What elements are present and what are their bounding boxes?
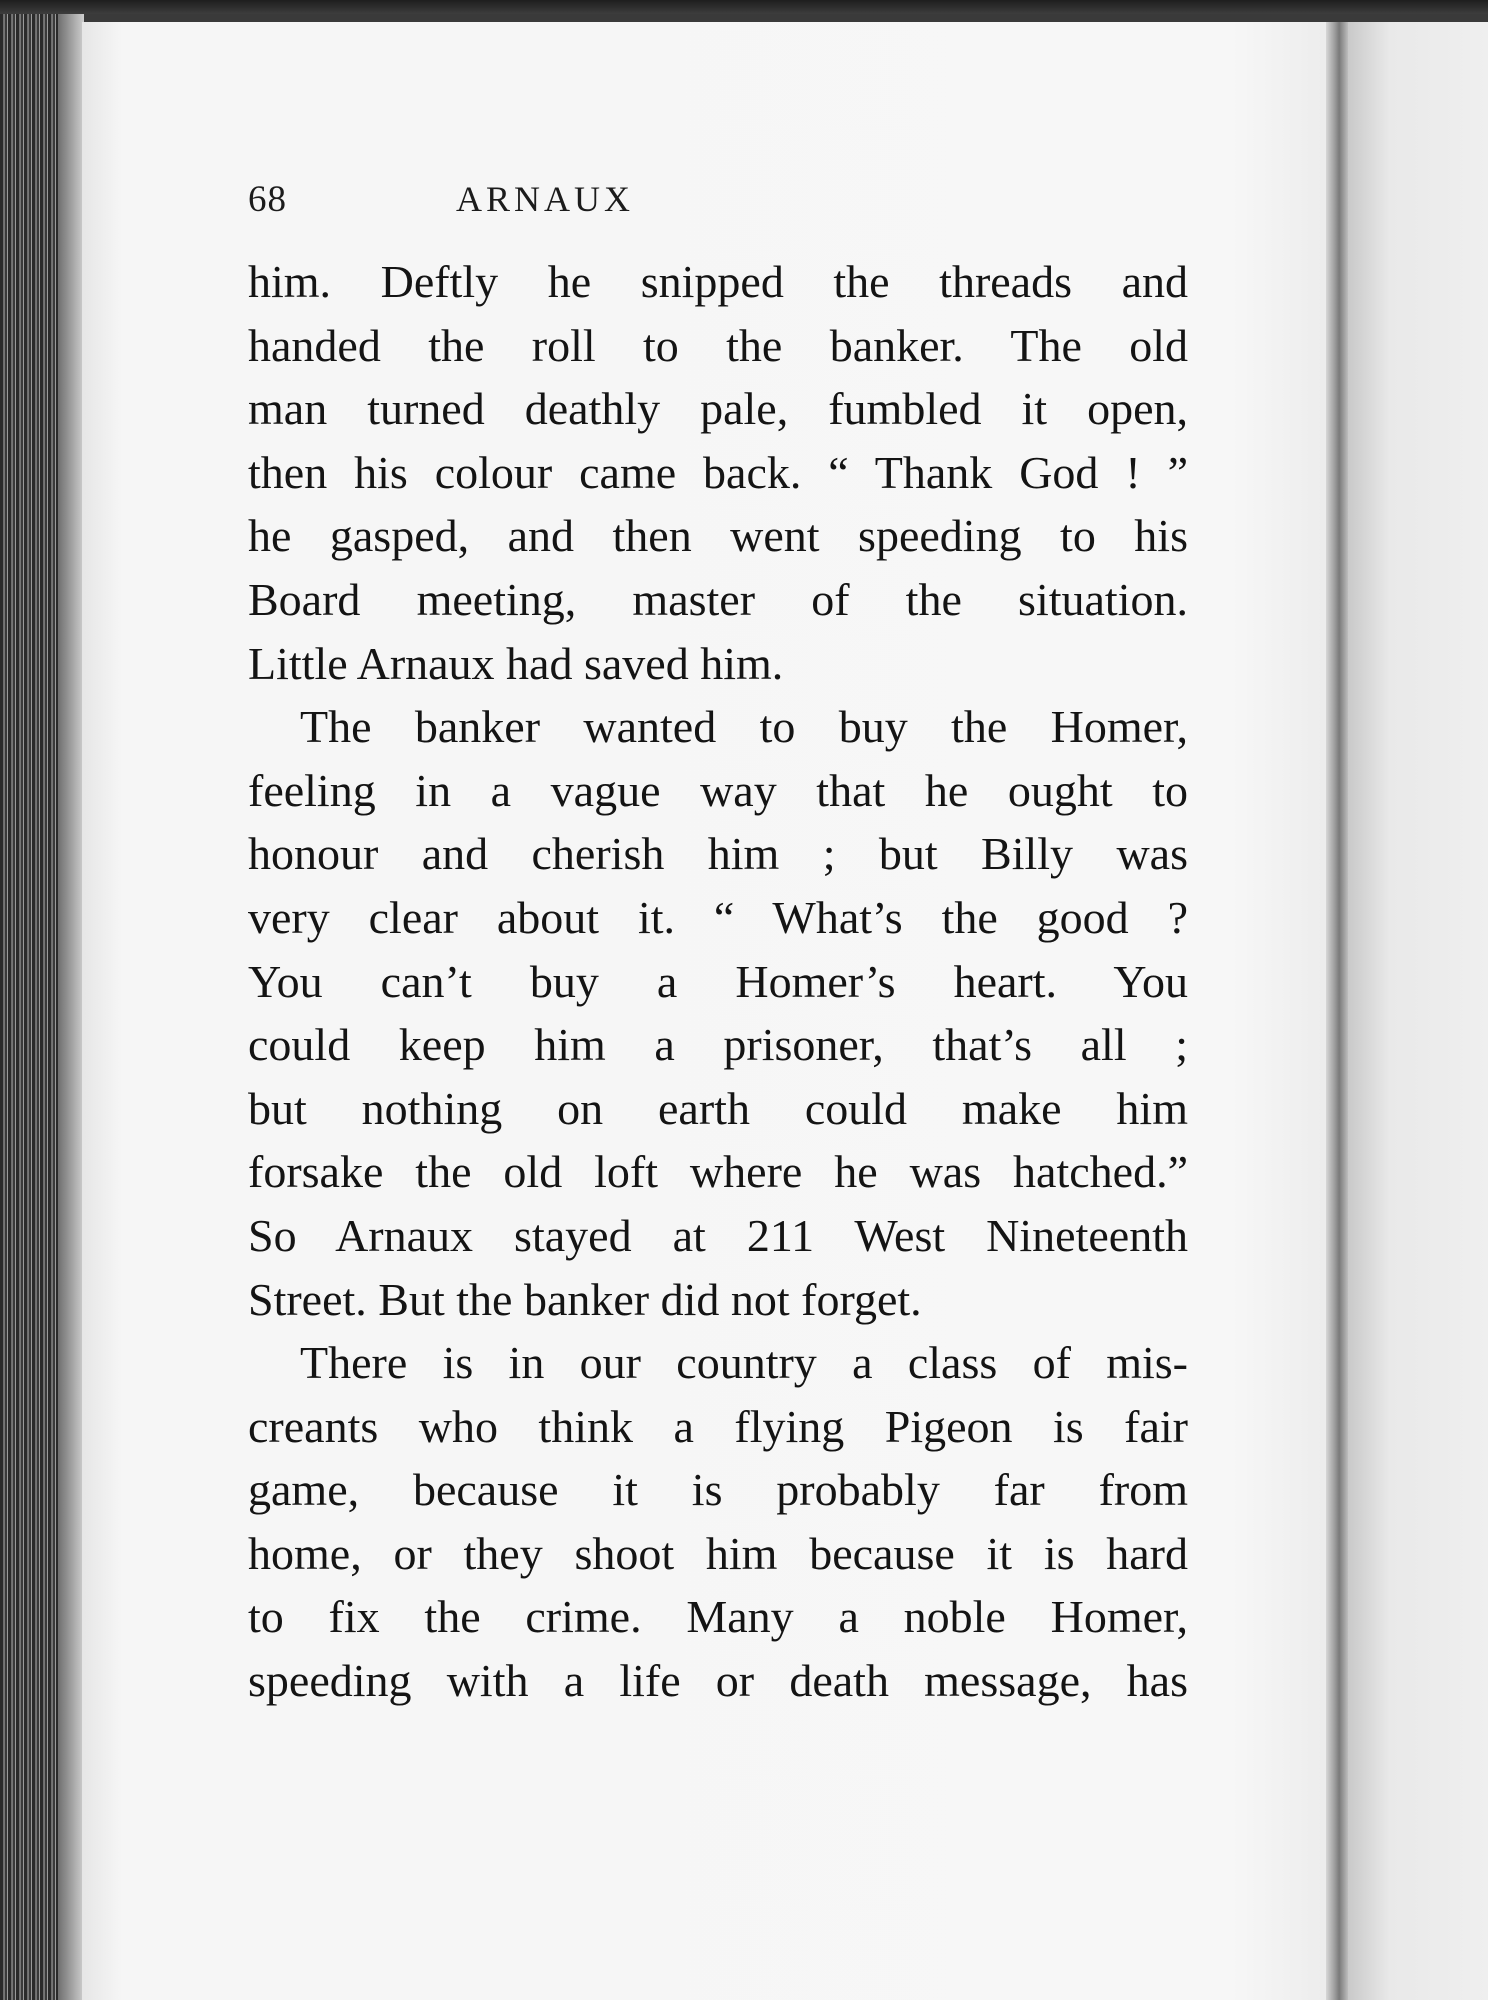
text-line: he gasped, and then went speeding to his <box>248 510 1188 562</box>
facing-page-fragment <box>1348 22 1488 2000</box>
text-line: to fix the crime. Many a noble Homer, <box>248 1591 1188 1643</box>
text-line: but nothing on earth could make him <box>248 1082 1188 1134</box>
text-line: him. Deftly he snipped the threads and <box>248 256 1188 307</box>
text-line: Little Arnaux had saved him. <box>248 637 784 689</box>
text-line: Board meeting, master of the situation. <box>248 573 1188 625</box>
text-line: Street. But the banker did not forget. <box>248 1273 922 1325</box>
text-line: then his colour came back. “ Thank God ! ” <box>248 446 1188 498</box>
page-edge-shadow <box>58 14 84 2000</box>
running-head: ARNAUX <box>455 179 634 219</box>
text-line: very clear about it. “ What’s the good ? <box>248 891 1188 943</box>
text-line: feeling in a vague way that he ought to <box>248 764 1188 816</box>
scan-top-edge <box>0 0 1488 14</box>
book-gutter <box>1326 22 1348 2000</box>
text-line: home, or they shoot him because it is hard <box>248 1527 1188 1579</box>
page-number: 68 <box>248 179 287 220</box>
text-line: There is in our country a class of mis- <box>300 1337 1188 1389</box>
paragraph <box>248 695 1188 1331</box>
text-line: speeding with a life or death message, has <box>248 1655 1188 1707</box>
text-line: You can’t buy a Homer’s heart. You <box>248 955 1188 1007</box>
body-text <box>248 250 1188 1713</box>
text-line: honour and cherish him ; but Billy was <box>248 828 1188 880</box>
page-header <box>248 178 818 228</box>
paragraph <box>248 1331 1188 1713</box>
text-line: man turned deathly pale, fumbled it open, <box>248 383 1188 435</box>
text-line: could keep him a prisoner, that’s all ; <box>248 1019 1188 1071</box>
text-line: game, because it is probably far from <box>248 1464 1188 1516</box>
text-line: handed the roll to the banker. The old <box>248 319 1188 371</box>
text-line: creants who think a flying Pigeon is fair <box>248 1400 1188 1452</box>
text-line: forsake the old loft where he was hatched.” <box>248 1146 1188 1198</box>
text-line: The banker wanted to buy the Homer, <box>300 701 1188 753</box>
paragraph <box>248 250 1188 695</box>
text-line: So Arnaux stayed at 211 West Nineteenth <box>248 1209 1188 1261</box>
